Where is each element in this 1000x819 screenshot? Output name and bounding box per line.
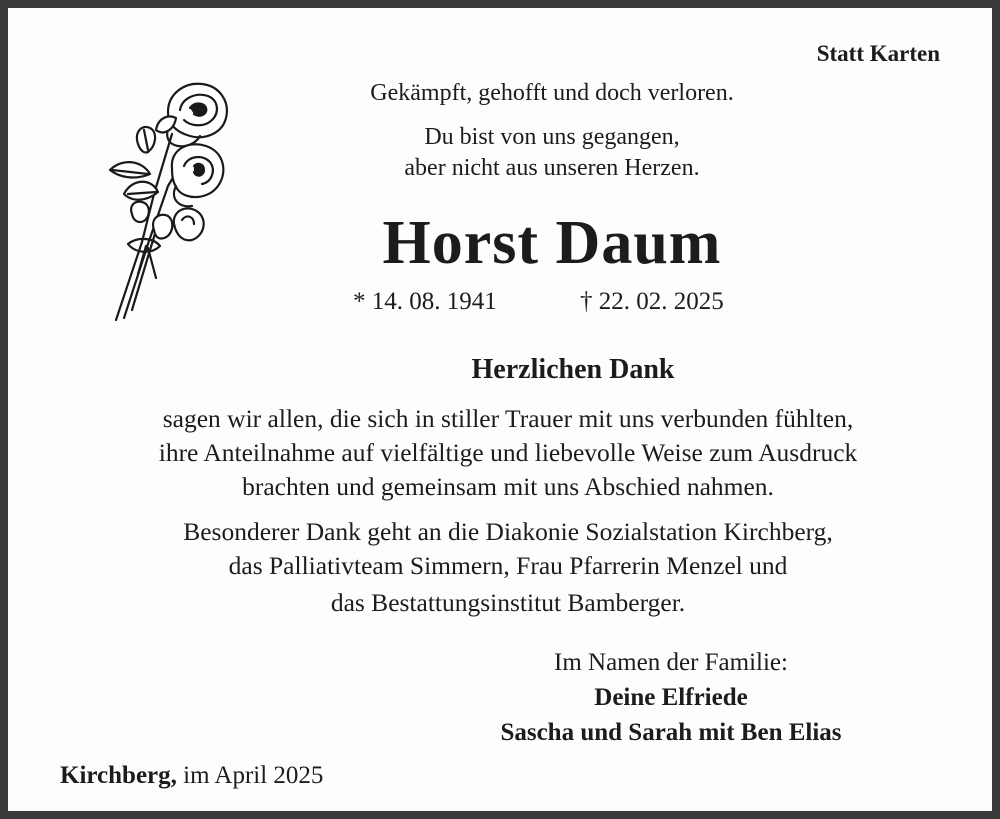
family-name-1: Deine Elfriede [594, 684, 748, 711]
thanks-title: Herzlichen Dank [471, 354, 675, 385]
verse-line-1: Gekämpft, gehofft und doch verloren. [370, 80, 734, 106]
thanks-line-6: das Bestattungsinstitut Bamberger. [330, 588, 686, 617]
thanks-line-5: das Palliativteam Simmern, Frau Pfarrerin Menzel und [228, 551, 788, 580]
thanks-line-2: ihre Anteilnahme auf vielfältige und liebevolle Weise zum Ausdruck [158, 438, 858, 467]
rose-icon [98, 74, 238, 326]
place-date [60, 762, 323, 790]
family-intro: Im Namen der Familie: [554, 649, 788, 676]
birth-date: * 14. 08. 1941 [353, 288, 497, 315]
deceased-name: Horst Daum [382, 209, 722, 277]
family-name-2: Sascha und Sarah mit Ben Elias [500, 719, 842, 746]
thanks-line-1: sagen wir allen, die sich in stiller Trauer mit uns verbunden fühlten, [162, 404, 854, 433]
verse-line-3: aber nicht aus unseren Herzen. [404, 155, 700, 181]
thanks-line-3: brachten und gemeinsam mit uns Abschied nahmen. [242, 472, 774, 501]
statt-karten-label: Statt Karten [816, 41, 940, 66]
death-date: † 22. 02. 2025 [580, 288, 724, 315]
place-name: Kirchberg, [60, 762, 177, 789]
thanks-line-4: Besonderer Dank geht an die Diakonie Sozialstation Kirchberg, [183, 517, 833, 546]
date-text: im April 2025 [176, 762, 324, 789]
verse-line-2: Du bist von uns gegangen, [424, 124, 680, 150]
